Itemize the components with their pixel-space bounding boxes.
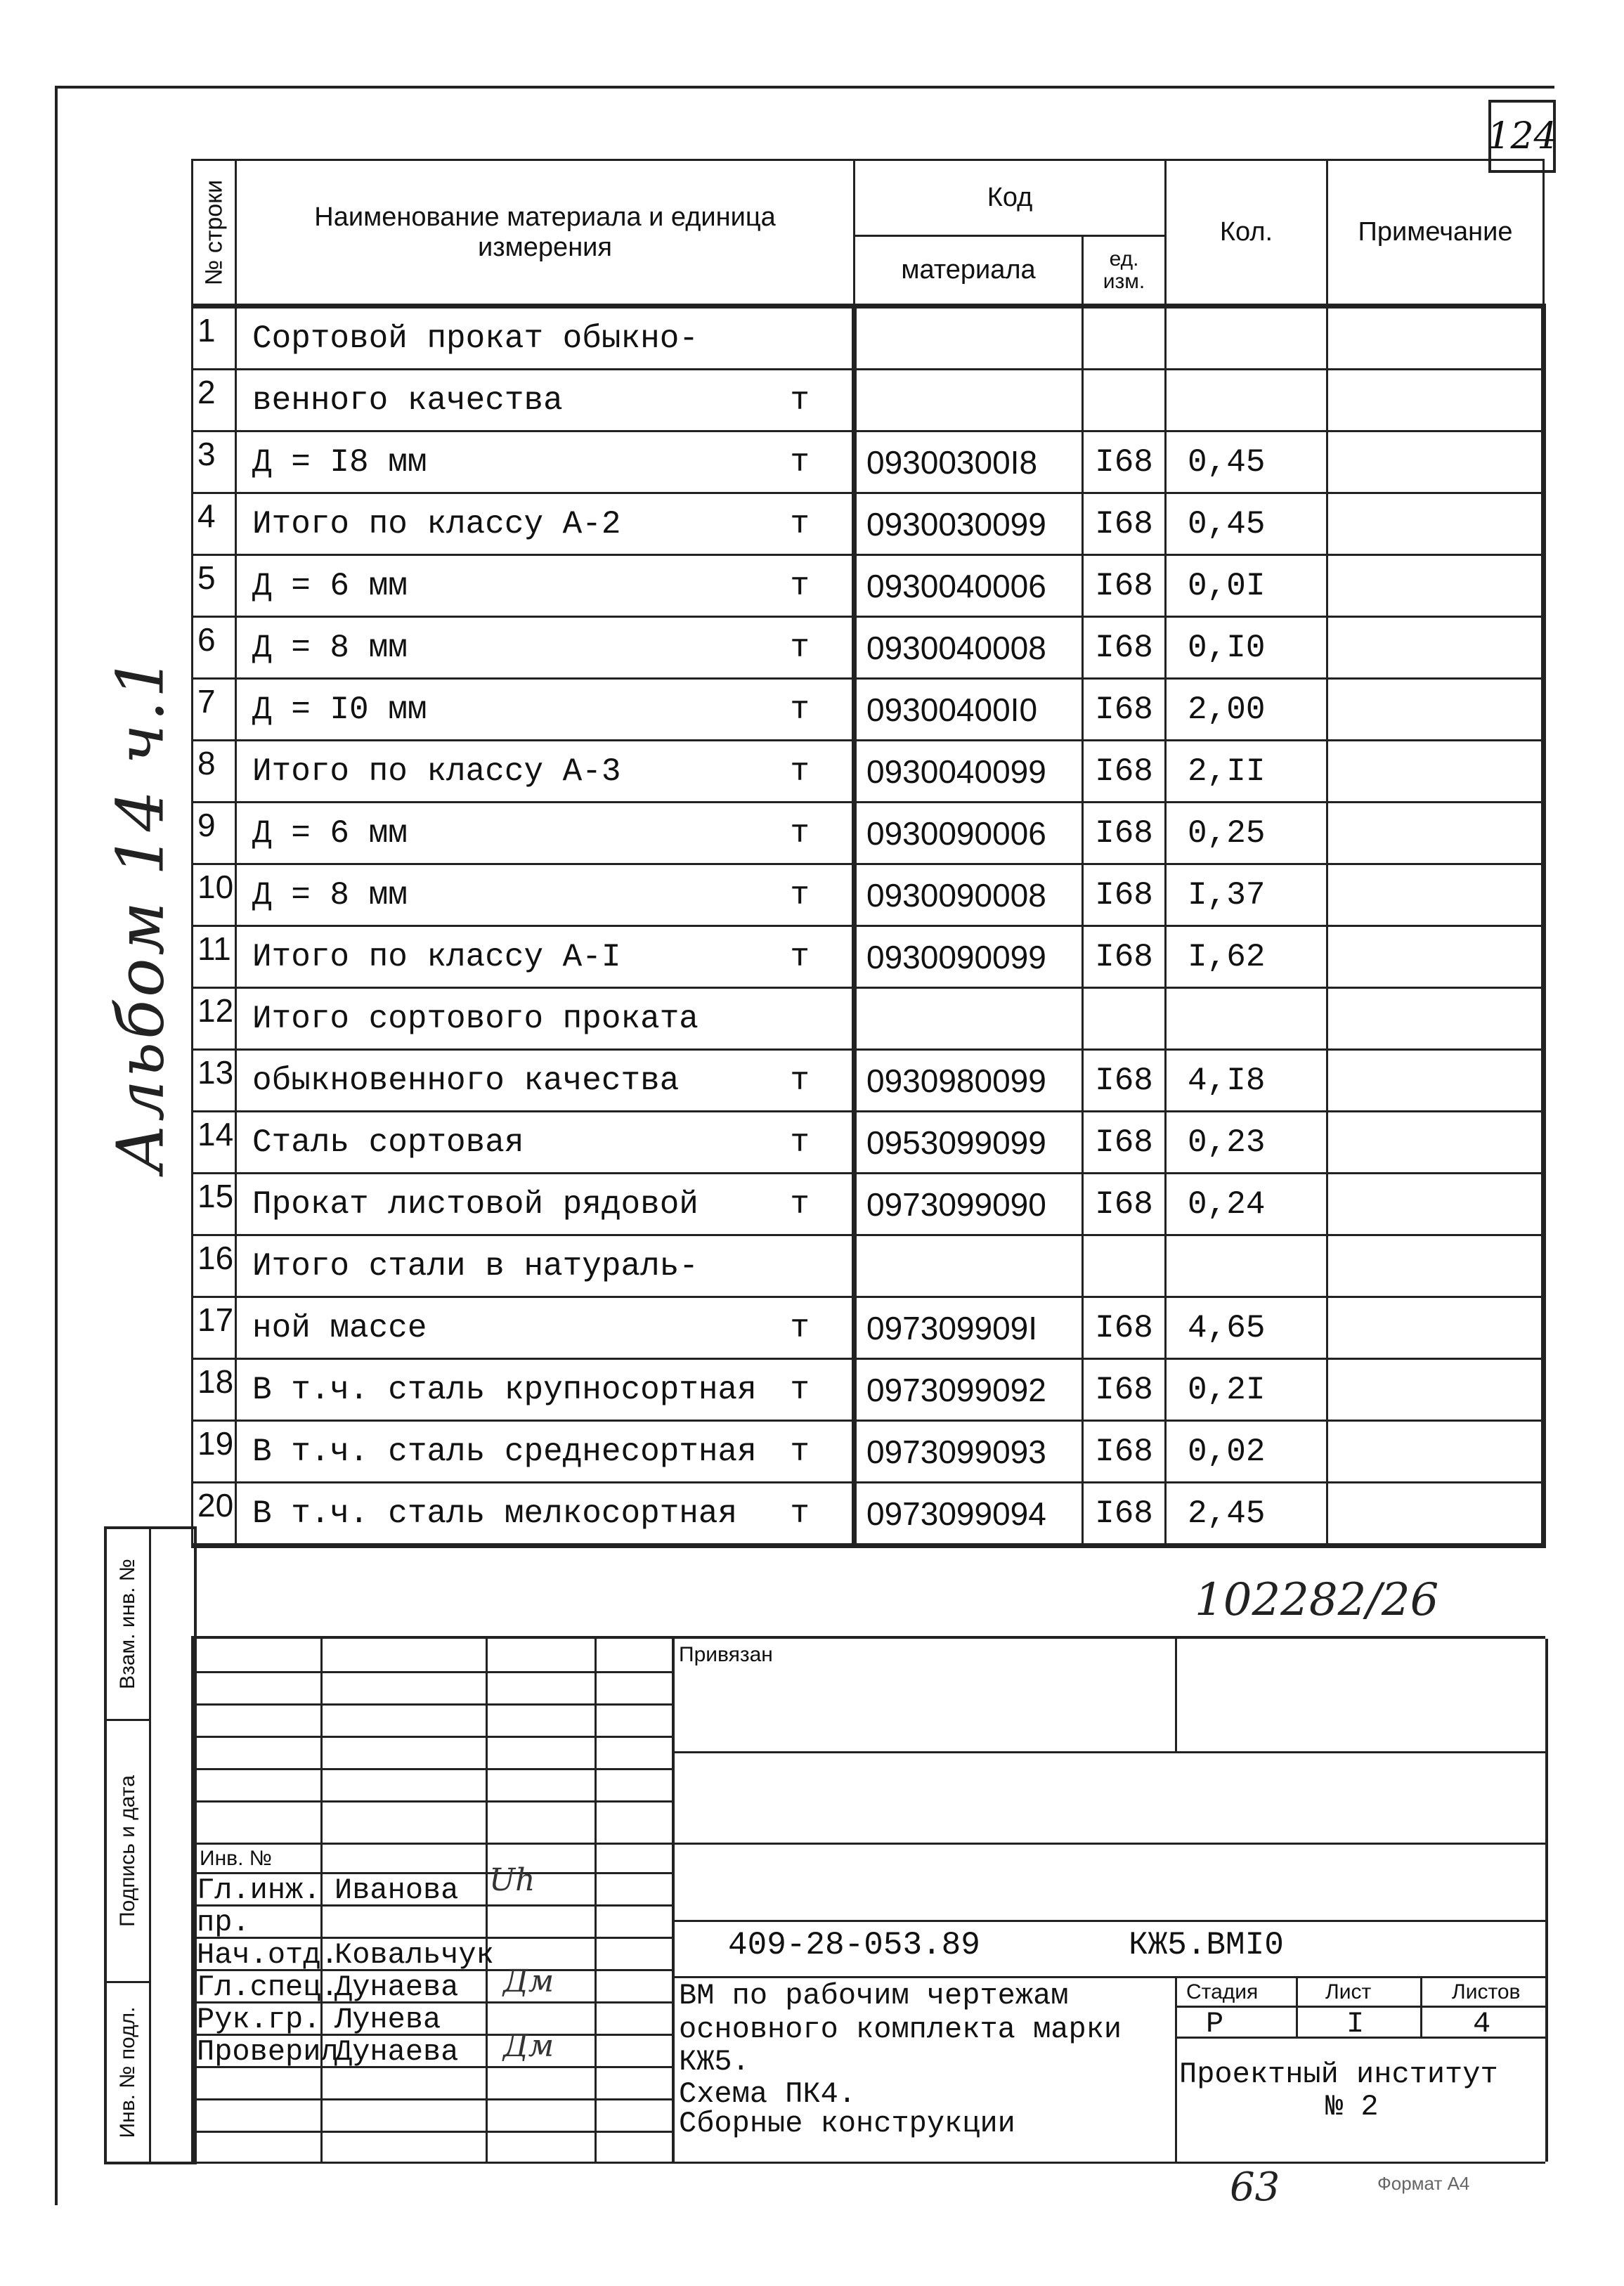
material-name: В т.ч. сталь мелкосортная [252,1495,738,1532]
quantity: I,37 [1166,864,1327,926]
row-number: 12 [193,988,236,1050]
row-number: 18 [193,1359,236,1421]
header-quantity: Кол. [1166,160,1327,306]
unit: т [790,1124,810,1161]
note [1327,1297,1544,1359]
side-vzam-inv: Взам. инв. № [107,1529,149,1721]
album-label: Альбом 14 ч.1 [103,654,178,1174]
role-2: пр. [197,1906,250,1940]
material-name: обыкновенного качества [252,1062,680,1099]
unit: т [790,382,810,419]
name-6: Дунаева [334,2035,459,2069]
description-line-2: основного комплекта марки [679,2013,1122,2046]
material-name-cell [236,617,855,679]
unit-code: I68 [1083,679,1166,741]
material-code: 0953099099 [855,1112,1083,1174]
note [1327,1112,1544,1174]
unit: т [790,1495,810,1532]
header-row-number: № строки [193,160,236,306]
material-code: 0930040099 [855,741,1083,803]
unit-code: I68 [1083,431,1166,493]
table-row [193,1174,1544,1235]
material-name: Д = 8 мм [252,876,408,914]
table-row [193,741,1544,803]
name-5: Лунева [334,2003,441,2037]
material-code [855,988,1083,1050]
row-number: 4 [193,493,236,555]
sheet-value: I [1346,2007,1365,2041]
sheet-number: 124 [1488,100,1556,173]
material-name-cell [236,493,855,555]
quantity: 4,65 [1166,1297,1327,1359]
side-inv-podl: Инв. № подл. [116,2006,139,2138]
description-line-3: КЖ5. [679,2045,750,2079]
unit-code: I68 [1083,1297,1166,1359]
role-3: Нач.отд. [197,1938,339,1972]
material-name: Итого стали в натураль- [252,1247,699,1285]
unit: т [790,1433,810,1470]
unit: т [790,753,810,790]
material-name: венного качества [252,382,563,419]
row-number: 14 [193,1112,236,1174]
table-row [193,370,1544,431]
description-line-5: Сборные конструкции [679,2107,1015,2141]
note [1327,1421,1544,1483]
quantity: 0,2I [1166,1359,1327,1421]
row-number: 9 [193,803,236,864]
row-number: 2 [193,370,236,431]
material-name: Д = 6 мм [252,567,408,604]
unit-code: I68 [1083,926,1166,988]
role-4: Гл.спец. [197,1970,339,2004]
material-name: В т.ч. сталь крупносортная [252,1371,757,1408]
table-row [193,803,1544,864]
material-name: Итого по классу А-I [252,938,621,975]
material-name: Д = I0 мм [252,691,427,728]
header-code: Код [855,160,1166,236]
unit: т [790,876,810,914]
privyazan-label: Привязан [679,1643,773,1666]
signature-6: Дм [503,2028,554,2064]
unit: т [790,691,810,728]
quantity: 0,25 [1166,803,1327,864]
material-name: Итого по классу А-2 [252,505,621,543]
material-name-cell [236,679,855,741]
side-stamp [104,1526,197,2164]
organization-line-1: Проектный институт [1179,2058,1498,2091]
note [1327,1483,1544,1546]
note [1327,864,1544,926]
material-code: 0973099093 [855,1421,1083,1483]
unit-code: I68 [1083,1421,1166,1483]
row-number: 13 [193,1050,236,1112]
quantity: 0,0I [1166,555,1327,617]
unit: т [790,443,810,481]
unit-code [1083,1235,1166,1297]
material-name-cell [236,1359,855,1421]
row-number: 19 [193,1421,236,1483]
stage-value: Р [1206,2007,1224,2041]
table-row [193,926,1544,988]
table-row [193,1112,1544,1174]
title-block [191,1636,1545,2162]
row-number: 17 [193,1297,236,1359]
material-name-cell [236,1174,855,1235]
row-number: 1 [193,306,236,370]
row-number: 15 [193,1174,236,1235]
handwritten-number: 102282/26 [1195,1574,1439,1626]
side-signature-date: Подпись и дата [107,1721,149,1983]
material-name-cell [236,1235,855,1297]
material-code: 0930090099 [855,926,1083,988]
bottom-handwritten-number: 63 [1230,2164,1280,2210]
table-row [193,1483,1544,1546]
unit-code [1083,988,1166,1050]
quantity: 2,45 [1166,1483,1327,1546]
note [1327,493,1544,555]
mark-code: КЖ5.ВМI0 [1129,1927,1284,1963]
header-code-unit: ед. изм. [1083,236,1166,306]
document-code: 409-28-053.89 [728,1927,980,1963]
unit-code: I68 [1083,555,1166,617]
unit: т [790,1062,810,1099]
unit: т [790,567,810,604]
material-code [855,306,1083,370]
material-name: В т.ч. сталь среднесортная [252,1433,757,1470]
name-1: Иванова [334,1873,459,1907]
unit-code: I68 [1083,803,1166,864]
table-row [193,555,1544,617]
unit-code [1083,370,1166,431]
name-4: Дунаева [334,1970,459,2004]
quantity: 0,02 [1166,1421,1327,1483]
material-code [855,1235,1083,1297]
material-code: 0973099092 [855,1359,1083,1421]
unit-code: I68 [1083,617,1166,679]
quantity: 2,00 [1166,679,1327,741]
material-name: Д = 8 мм [252,629,408,666]
material-name: Сортовой прокат обыкно- [252,320,699,357]
role-6: Проверил [197,2035,339,2069]
unit: т [790,629,810,666]
row-number: 16 [193,1235,236,1297]
table-row [193,1050,1544,1112]
material-name-cell [236,1297,855,1359]
sheets-value: 4 [1473,2007,1491,2041]
row-number: 10 [193,864,236,926]
note [1327,370,1544,431]
material-name-cell [236,864,855,926]
inv-no-label: Инв. № [200,1847,272,1870]
unit: т [790,505,810,543]
table-row [193,864,1544,926]
row-number: 5 [193,555,236,617]
material-name-cell [236,1112,855,1174]
quantity: 0,I0 [1166,617,1327,679]
unit-code: I68 [1083,1050,1166,1112]
material-code: 0973099094 [855,1483,1083,1546]
unit-code: I68 [1083,1112,1166,1174]
material-name: Итого сортового проката [252,1000,699,1037]
table-row [193,1421,1544,1483]
unit: т [790,1371,810,1408]
role-1: Гл.инж. [197,1873,321,1907]
signature-1: Uh [489,1862,535,1898]
note [1327,1050,1544,1112]
row-number: 3 [193,431,236,493]
table-row [193,988,1544,1050]
quantity [1166,1235,1327,1297]
material-name-cell [236,926,855,988]
note [1327,926,1544,988]
material-code: 0930040006 [855,555,1083,617]
material-name: Д = I8 мм [252,443,427,481]
description-line-4: Схема ПК4. [679,2077,857,2111]
table-row [193,1235,1544,1297]
format-label: Формат А4 [1377,2173,1470,2194]
row-number: 11 [193,926,236,988]
role-5: Рук.гр. [197,2003,321,2037]
material-code: 0930040008 [855,617,1083,679]
material-name: Сталь сортовая [252,1124,524,1161]
note [1327,617,1544,679]
note [1327,988,1544,1050]
quantity [1166,988,1327,1050]
row-number: 8 [193,741,236,803]
description-line-1: ВМ по рабочим чертежам [679,1979,1069,2013]
material-name-cell [236,1483,855,1546]
quantity: I,62 [1166,926,1327,988]
name-3: Ковальчук [334,1938,494,1972]
material-code: 0930030099 [855,493,1083,555]
unit-code: I68 [1083,1174,1166,1235]
unit-code: I68 [1083,864,1166,926]
row-number: 6 [193,617,236,679]
material-code: 0930980099 [855,1050,1083,1112]
material-code: 09300300I8 [855,431,1083,493]
material-name-cell [236,1421,855,1483]
table-row [193,431,1544,493]
table-row [193,617,1544,679]
material-code: 0930090008 [855,864,1083,926]
quantity [1166,370,1327,431]
row-number: 20 [193,1483,236,1546]
quantity: 0,24 [1166,1174,1327,1235]
header-name: Наименование материала и единица измерения [236,160,855,306]
header-note: Примечание [1327,160,1544,306]
material-name: Д = 6 мм [252,814,408,852]
quantity: 0,23 [1166,1112,1327,1174]
table-row [193,306,1544,370]
unit-code: I68 [1083,1359,1166,1421]
note [1327,555,1544,617]
table-row [193,1297,1544,1359]
material-code: 0973099090 [855,1174,1083,1235]
material-name-cell [236,803,855,864]
unit: т [790,814,810,852]
signature-4: Дм [503,1963,554,1999]
note [1327,741,1544,803]
table-row [193,493,1544,555]
material-code [855,370,1083,431]
quantity [1166,306,1327,370]
unit: т [790,938,810,975]
material-name-cell [236,370,855,431]
unit: т [790,1309,810,1346]
material-name: Итого по классу А-3 [252,753,621,790]
material-code: 097309909I [855,1297,1083,1359]
quantity: 0,45 [1166,493,1327,555]
specification-table [191,159,1546,1548]
quantity: 4,I8 [1166,1050,1327,1112]
material-name-cell [236,431,855,493]
material-name-cell [236,741,855,803]
material-name: ной массе [252,1309,427,1346]
note [1327,1359,1544,1421]
material-name-cell [236,1050,855,1112]
note [1327,306,1544,370]
header-code-material: материала [855,236,1083,306]
stage-label: Стадия [1186,1980,1259,2004]
material-code: 09300400I0 [855,679,1083,741]
note [1327,1235,1544,1297]
note [1327,679,1544,741]
note [1327,431,1544,493]
material-name: Прокат листовой рядовой [252,1186,699,1223]
unit-code: I68 [1083,493,1166,555]
note [1327,1174,1544,1235]
material-name-cell [236,555,855,617]
sheet-label: Лист [1325,1980,1372,2004]
note [1327,803,1544,864]
row-number: 7 [193,679,236,741]
unit-code [1083,306,1166,370]
unit-code: I68 [1083,741,1166,803]
material-code: 0930090006 [855,803,1083,864]
quantity: 2,II [1166,741,1327,803]
sheets-label: Листов [1452,1980,1521,2004]
unit-code: I68 [1083,1483,1166,1546]
table-row [193,679,1544,741]
quantity: 0,45 [1166,431,1327,493]
table-row [193,1359,1544,1421]
material-name-cell [236,306,855,370]
material-name-cell [236,988,855,1050]
unit: т [790,1186,810,1223]
organization-line-2: № 2 [1325,2090,1379,2124]
